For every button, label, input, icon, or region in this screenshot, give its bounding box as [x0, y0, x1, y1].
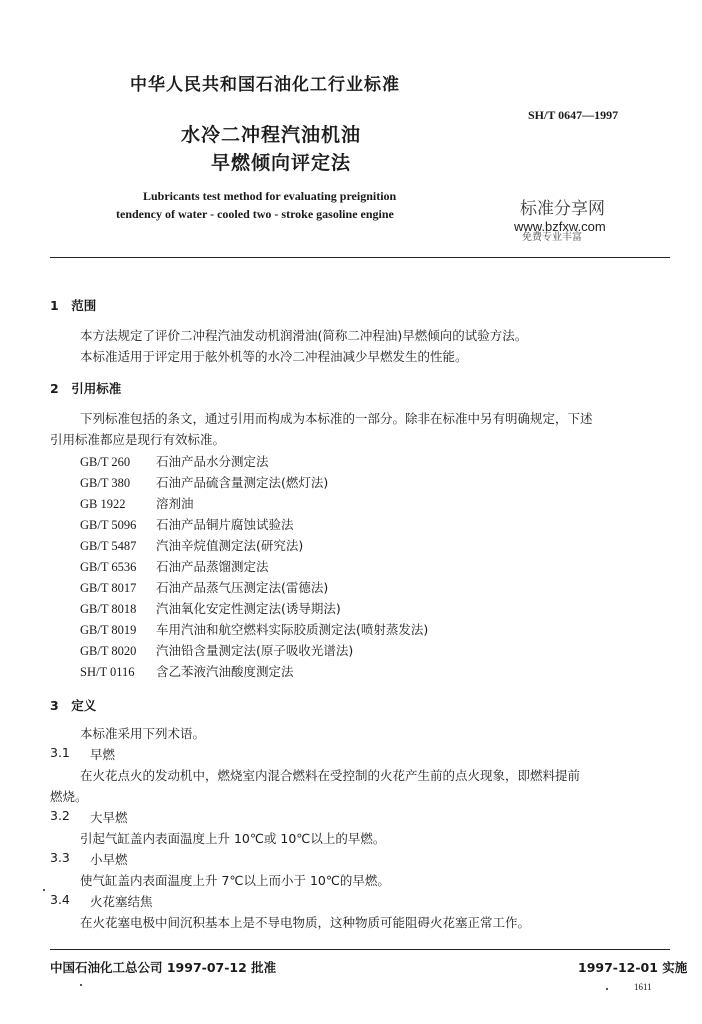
- section-2-paragraph-line2: 引用标准都应是现行有效标准。: [50, 432, 226, 447]
- scan-speck: [80, 984, 82, 986]
- document-title-cn-line1: 水冷二冲程汽油机油: [181, 124, 362, 146]
- standard-ref-title: 石油产品蒸馏测定法: [156, 559, 269, 574]
- scan-speck: [606, 988, 608, 990]
- standard-ref-code: SH/T 0116: [80, 665, 135, 679]
- scan-speck: [43, 889, 45, 891]
- standard-ref-code: GB/T 5096: [80, 518, 137, 532]
- standard-ref-code: GB 1922: [80, 497, 126, 511]
- standard-ref-title: 汽油辛烷值测定法(研究法): [156, 538, 304, 553]
- definition-3-1-text-line2: 燃烧。: [50, 789, 88, 804]
- standard-ref-title: 车用汽油和航空燃料实际胶质测定法(喷射蒸发法): [156, 622, 429, 637]
- section-1-heading: 1 范围: [50, 298, 97, 313]
- standard-ref-code: GB/T 5487: [80, 539, 137, 553]
- standard-code: SH/T 0647—1997: [528, 108, 619, 122]
- definition-3-2-term: 大早燃: [90, 810, 128, 825]
- list-item: [80, 640, 428, 661]
- list-item: [80, 598, 428, 619]
- list-item: [80, 556, 428, 577]
- definition-3-3-number: 3.3: [50, 850, 70, 865]
- referenced-standards-list: [80, 451, 428, 682]
- definition-3-4-term: 火花塞结焦: [90, 894, 153, 909]
- list-item: [80, 535, 428, 556]
- definition-3-1-text-line1: 在火花点火的发动机中，燃烧室内混合燃料在受控制的火花产生前的点火现象，即燃料提前: [80, 768, 581, 783]
- list-item: [80, 619, 428, 640]
- standard-ref-title: 汽油铅含量测定法(原子吸收光谱法): [156, 643, 354, 658]
- standard-ref-title: 汽油氧化安定性测定法(诱导期法): [156, 601, 341, 616]
- definition-3-1-number: 3.1: [50, 745, 70, 760]
- issuing-authority-title: 中华人民共和国石油化工行业标准: [130, 75, 400, 95]
- list-item: [80, 493, 428, 514]
- document-title-en-line2: tendency of water - cooled two - stroke gasoline engine: [116, 207, 394, 221]
- standard-ref-title: 石油产品蒸气压测定法(雷德法): [156, 580, 329, 595]
- watermark-site-name: 标准分享网: [520, 199, 605, 219]
- definition-3-2-text: 引起气缸盖内表面温度上升 10℃或 10℃以上的早燃。: [80, 831, 386, 846]
- standard-ref-code: GB/T 8017: [80, 581, 137, 595]
- list-item: [80, 451, 428, 472]
- standard-ref-code: GB/T 260: [80, 455, 131, 469]
- section-1-paragraph-1: 本方法规定了评价二冲程汽油发动机润滑油(简称二冲程油)早燃倾向的试验方法。: [80, 328, 528, 343]
- standard-ref-code: GB/T 8018: [80, 602, 137, 616]
- list-item: [80, 577, 428, 598]
- definition-3-4-text: 在火花塞电极中间沉积基本上是不导电物质，这种物质可能阻碍火花塞正常工作。: [80, 915, 531, 930]
- list-item: [80, 472, 428, 493]
- definition-3-4-number: 3.4: [50, 892, 70, 907]
- watermark-url: www.bzfxw.com: [514, 219, 606, 234]
- standard-ref-title: 溶剂油: [156, 496, 194, 511]
- definition-3-3-term: 小早燃: [90, 852, 128, 867]
- watermark-slogan: 免费专业丰富: [522, 232, 582, 243]
- standard-ref-title: 石油产品硫含量测定法(燃灯法): [156, 475, 329, 490]
- standard-ref-code: GB/T 8020: [80, 644, 137, 658]
- section-2-heading: 2 引用标准: [50, 381, 122, 396]
- implementation-date: 1997-12-01 实施: [578, 960, 688, 975]
- definition-3-3-text: 使气缸盖内表面温度上升 7℃以上而小于 10℃的早燃。: [80, 873, 390, 888]
- standard-ref-title: 含乙苯液汽油酸度测定法: [156, 664, 294, 679]
- footer-divider: [50, 949, 670, 950]
- section-3-intro: 本标准采用下列术语。: [80, 726, 206, 741]
- section-2-paragraph-line1: 下列标准包括的条文，通过引用而构成为本标准的一部分。除非在标准中另有明确规定，下述: [80, 411, 593, 426]
- standard-ref-title: 石油产品铜片腐蚀试验法: [156, 517, 294, 532]
- standard-ref-code: GB/T 8019: [80, 623, 137, 637]
- definition-3-2-number: 3.2: [50, 808, 70, 823]
- document-title-en-line1: Lubricants test method for evaluating preignition: [143, 189, 397, 203]
- document-title-cn-line2: 早燃倾向评定法: [211, 152, 352, 174]
- standard-ref-title: 石油产品水分测定法: [156, 454, 269, 469]
- definition-3-1-term: 早燃: [90, 747, 116, 762]
- list-item: [80, 661, 428, 682]
- standard-ref-code: GB/T 380: [80, 476, 131, 490]
- section-1-paragraph-2: 本标准适用于评定用于舷外机等的水冷二冲程油减少早燃发生的性能。: [80, 349, 468, 364]
- approval-line: 中国石油化工总公司 1997-07-12 批准: [50, 960, 277, 975]
- section-3-heading: 3 定义: [50, 698, 97, 713]
- header-divider: [50, 257, 670, 258]
- list-item: [80, 514, 428, 535]
- standard-ref-code: GB/T 6536: [80, 560, 137, 574]
- page-number: 1611: [634, 982, 652, 992]
